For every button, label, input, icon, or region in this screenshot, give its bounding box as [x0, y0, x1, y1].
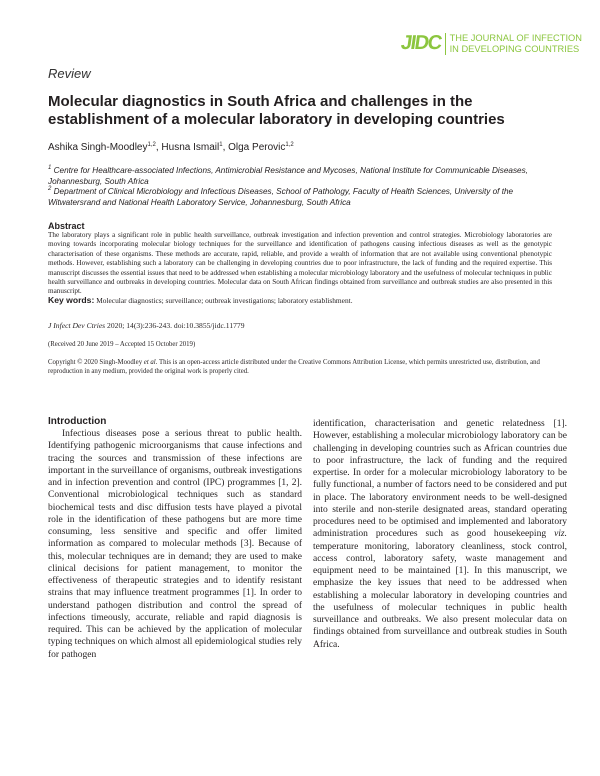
- abstract-heading: Abstract: [48, 221, 85, 231]
- paragraph-viz: viz.: [554, 529, 567, 540]
- body-column-right: [313, 418, 567, 651]
- paragraph-text: identification, characterisation and genetic relatedness [1]. However, establishing a molecular microbiology laboratory can be challenging in developing countries such as African countries due to poor infrastructure, the lack of funding and the required expertise. In order for a molecular microbiology laboratory to be fully functional, a number of factors need to be considered and put in place. The laboratory environment needs to be well-designed into sterile and non-sterile designated areas, standard operating procedures need to be optimised and implemented and laboratory administration procedures such as good housekeeping: [313, 419, 567, 540]
- author-affiliation-mark: 1: [219, 142, 223, 148]
- citation-journal: J Infect Dev Ctries: [48, 321, 106, 330]
- journal-name-line-2: IN DEVELOPING COUNTRIES: [449, 43, 580, 54]
- author-name: Husna Ismail: [161, 142, 220, 153]
- affiliation: [48, 187, 560, 208]
- received-dates: (Received 20 June 2019 – Accepted 15 October 2019): [48, 341, 196, 348]
- article-section-label: Review: [48, 66, 91, 81]
- author-affiliation-mark: 1,2: [147, 142, 156, 148]
- journal-name-line-1: THE JOURNAL OF INFECTION: [449, 32, 582, 43]
- journal-logo: JIDC: [399, 32, 443, 54]
- author-affiliation-mark: 1,2: [285, 142, 294, 148]
- introduction-paragraph-continued: [313, 418, 567, 651]
- citation-details: 2020; 14(3):236-243. doi:10.3855/jidc.11779: [105, 321, 245, 330]
- copyright-text: Copyright © 2020 Singh-Moodley: [48, 359, 144, 366]
- introduction-heading: Introduction: [48, 416, 107, 427]
- affiliation-number: 2: [48, 186, 52, 192]
- keywords-text: Molecular diagnostics; surveillance; outbreak investigations; laboratory establishment.: [96, 296, 353, 305]
- introduction-paragraph: Infectious diseases pose a serious threat to public health. Identifying pathogenic microorganisms that cause infections and tracing the sources and transmission of these infections are important in the surveillance of organisms, outbreak investigations and in infection prevention and control (IPC) programmes [1, 2]. Conventional microbiological techniques such as standard biochemical tests and disc diffusion tests have played a pivotal role in the identification of these pathogens but are more time consuming, less sensitive and specific and offer limited information as compared to molecular methods [3]. Because of this, molecular techniques are in demand; they are used to make clinical decisions for patient management, to monitor the effectiveness of therapeutic strategies and to identify resistant strains that may influence treatment programmes [1]. In order to understand pathogen distribution and control the spread of infections timeously, accurate, reliable and rapid diagnosis is required. This can be achieved by the application of molecular typing techniques on which almost all epidemiological studies rely for pathogen: [48, 429, 302, 660]
- body-column-left: [48, 428, 302, 661]
- citation: [48, 321, 245, 330]
- affiliation-text: Department of Clinical Microbiology and Infectious Diseases, School of Pathology, Faculty of Health Sciences, University of the Witwatersrand and National Health Laboratory Service, Johannesburg, South Africa: [48, 187, 514, 207]
- journal-name: [445, 33, 582, 55]
- abstract-body: The laboratory plays a significant role in public health surveillance, outbreak investigation and infection prevention and control strategies. Microbiology laboratories are moving towards incorporating molecular biology techniques for the surveillance and identification of pathogens causing infectious diseases as well as the genotypic characterisation of these organisms. These methods are accurate, rapid, reliable, and provide a wealth of information that are not available using conventional phenotypic methods. However, establishing such a laboratory can be challenging in developing countries due to poor infrastructure, the lack of funding and the required expertise. This manuscript discusses the essential issues that need to be addressed when establishing a molecular microbiology laboratory and the usefulness of molecular techniques in public health surveillance and outbreaks in developing countries. Molecular data on South African findings obtained from surveillance and outbreak studies are also presented in this manuscript.: [48, 231, 552, 296]
- keywords-label: Key words:: [48, 295, 95, 305]
- keywords: [48, 295, 560, 305]
- affiliation-text: Centre for Healthcare-associated Infections, Antimicrobial Resistance and Mycoses, National Institute for Communicable Diseases, Johannesburg, South Africa: [48, 166, 528, 186]
- author-name: Ashika Singh-Moodley: [48, 142, 148, 153]
- copyright-etal: et al.: [143, 359, 158, 366]
- article-title: Molecular diagnostics in South Africa and challenges in the establishment of a molecular laboratory in developing countries: [48, 93, 505, 128]
- affiliation-number: 1: [48, 165, 52, 171]
- paragraph-text-rest: temperature monitoring, laboratory cleanliness, stock control, access control, laboratory safety, waste management and equipment need to be maintained [1]. In this manuscript, we emphasize the key issues that need to be addressed when establishing a molecular laboratory in developing countries and the usefulness of molecular techniques in public health surveillance and outbreaks. We also present molecular data on findings obtained from surveillance and outbreak studies in South Africa.: [313, 541, 567, 650]
- author-name: Olga Perovic: [228, 142, 286, 153]
- affiliation: [48, 166, 560, 187]
- copyright-notice: [48, 359, 558, 377]
- copyright-text-rest: This is an open-access article distributed under the Creative Commons Attribution License, which permits unrestricted use, distribution, and reproduction in any medium, provided the original work is properly cited.: [48, 359, 540, 375]
- journal-masthead: [401, 32, 582, 55]
- author-list: Ashika Singh-Moodley$^{1,2}$, Husna Ismail$^1$, Olga Perovic$^{1,2}$: [48, 142, 294, 153]
